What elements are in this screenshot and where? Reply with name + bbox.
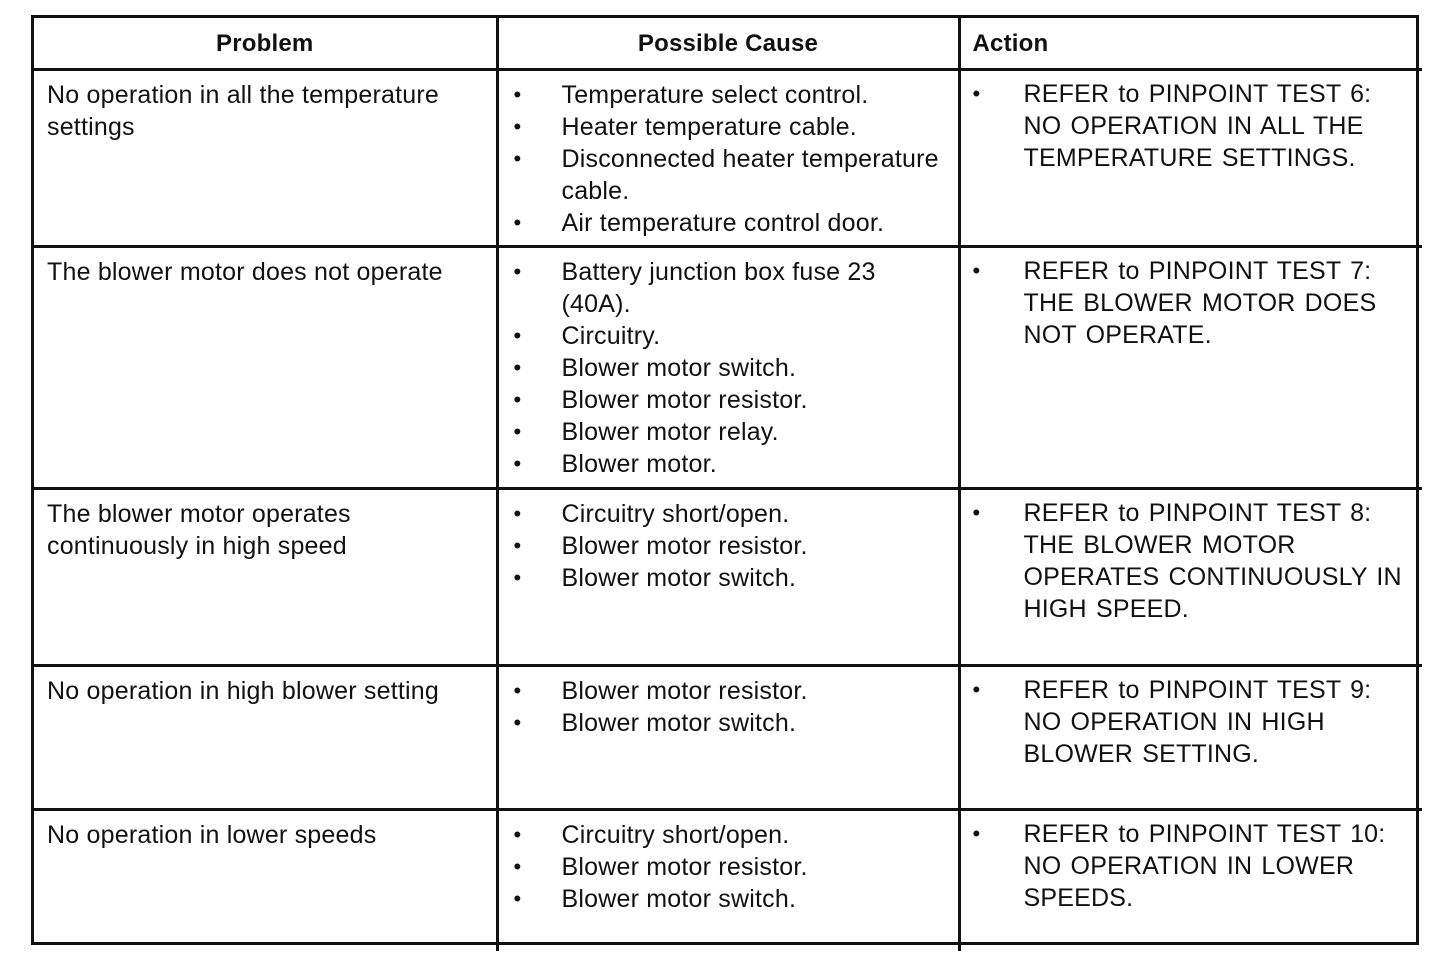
- cause-item: • Blower motor relay.: [513, 418, 779, 446]
- bullet-icon: •: [513, 565, 522, 590]
- bullet-icon: •: [513, 710, 522, 735]
- bullet-icon: •: [972, 81, 981, 106]
- bullet-icon: •: [972, 821, 981, 846]
- table-row: [34, 247, 1422, 489]
- header-problem: Problem: [34, 18, 497, 70]
- cause-item: • Blower motor resistor.: [513, 386, 808, 414]
- bullet-icon: •: [972, 677, 981, 702]
- bullet-icon: •: [513, 854, 522, 879]
- bullet-icon: •: [513, 323, 522, 348]
- table-row: [34, 70, 1422, 247]
- cause-item: • Circuitry short/open.: [513, 821, 790, 849]
- cause-list: [499, 675, 958, 739]
- action-text: • REFER to PINPOINT TEST 10: NO OPERATION IN LOWER SPEEDS.: [972, 820, 1386, 912]
- bullet-icon: •: [513, 210, 522, 235]
- problem-cell: [34, 489, 497, 666]
- problem-text: No operation in all the temperature settings: [47, 81, 439, 141]
- cause-list: [499, 819, 958, 915]
- bullet-icon: •: [513, 451, 522, 476]
- bullet-icon: •: [513, 82, 522, 107]
- cause-item: • Temperature select control.: [513, 81, 869, 109]
- cause-item: • Blower motor resistor.: [513, 532, 808, 560]
- bullet-icon: •: [513, 822, 522, 847]
- cause-cell: [497, 489, 959, 666]
- problem-cell: [34, 666, 497, 810]
- symptom-chart-table: [34, 18, 1422, 951]
- table-row: [34, 810, 1422, 952]
- cause-item: • Circuitry short/open.: [513, 500, 790, 528]
- action-text: • REFER to PINPOINT TEST 7: THE BLOWER MOTOR DOES NOT OPERATE.: [972, 257, 1377, 349]
- cause-item: • Blower motor resistor.: [513, 677, 808, 705]
- header-possible-cause: Possible Cause: [497, 18, 959, 70]
- cause-cell: [497, 247, 959, 489]
- problem-text: The blower motor operates continuously in high speed: [47, 500, 351, 560]
- bullet-icon: •: [513, 678, 522, 703]
- bullet-icon: •: [972, 258, 981, 283]
- bullet-icon: •: [513, 387, 522, 412]
- table-header-row: [34, 18, 1422, 70]
- action-cell: [959, 70, 1422, 247]
- problem-text: No operation in lower speeds: [47, 821, 377, 849]
- problem-cell: [34, 247, 497, 489]
- bullet-icon: •: [513, 259, 522, 284]
- action-text: • REFER to PINPOINT TEST 8: THE BLOWER MOTOR OPERATES CONTINUOUSLY IN HIGH SPEED.: [972, 499, 1402, 623]
- cause-item: • Blower motor switch.: [513, 885, 797, 913]
- bullet-icon: •: [513, 114, 522, 139]
- problem-text: No operation in high blower setting: [47, 677, 439, 705]
- problem-cell: [34, 70, 497, 247]
- bullet-icon: •: [513, 355, 522, 380]
- problem-cell: [34, 810, 497, 952]
- cause-list: [499, 79, 958, 239]
- cause-item: • Blower motor switch.: [513, 354, 797, 382]
- cause-cell: [497, 810, 959, 952]
- action-cell: [959, 247, 1422, 489]
- action-text: • REFER to PINPOINT TEST 6: NO OPERATION IN ALL THE TEMPERATURE SETTINGS.: [972, 80, 1372, 172]
- cause-item: • Blower motor.: [513, 450, 717, 478]
- bullet-icon: •: [513, 533, 522, 558]
- bullet-icon: •: [513, 419, 522, 444]
- action-cell: [959, 666, 1422, 810]
- cause-item: • Blower motor switch.: [513, 564, 797, 592]
- cause-list: [499, 498, 958, 594]
- cause-item: • Disconnected heater temperature cable.: [513, 145, 939, 205]
- action-cell: [959, 489, 1422, 666]
- cause-cell: [497, 666, 959, 810]
- cause-item: • Blower motor resistor.: [513, 853, 808, 881]
- table-row: [34, 666, 1422, 810]
- cause-cell: [497, 70, 959, 247]
- table-row: [34, 489, 1422, 666]
- cause-item: • Blower motor switch.: [513, 709, 797, 737]
- bullet-icon: •: [513, 146, 522, 171]
- problem-text: The blower motor does not operate: [47, 258, 443, 286]
- cause-item: • Circuitry.: [513, 322, 661, 350]
- cause-item: • Heater temperature cable.: [513, 113, 857, 141]
- header-action: Action: [959, 18, 1422, 70]
- cause-list: [499, 256, 958, 480]
- cause-item: • Air temperature control door.: [513, 209, 885, 237]
- action-text: • REFER to PINPOINT TEST 9: NO OPERATION IN HIGH BLOWER SETTING.: [972, 676, 1372, 768]
- bullet-icon: •: [513, 501, 522, 526]
- cause-item: • Battery junction box fuse 23 (40A).: [513, 258, 876, 318]
- action-cell: [959, 810, 1422, 952]
- diagnosis-table-frame: [31, 15, 1419, 945]
- bullet-icon: •: [513, 886, 522, 911]
- bullet-icon: •: [972, 500, 981, 525]
